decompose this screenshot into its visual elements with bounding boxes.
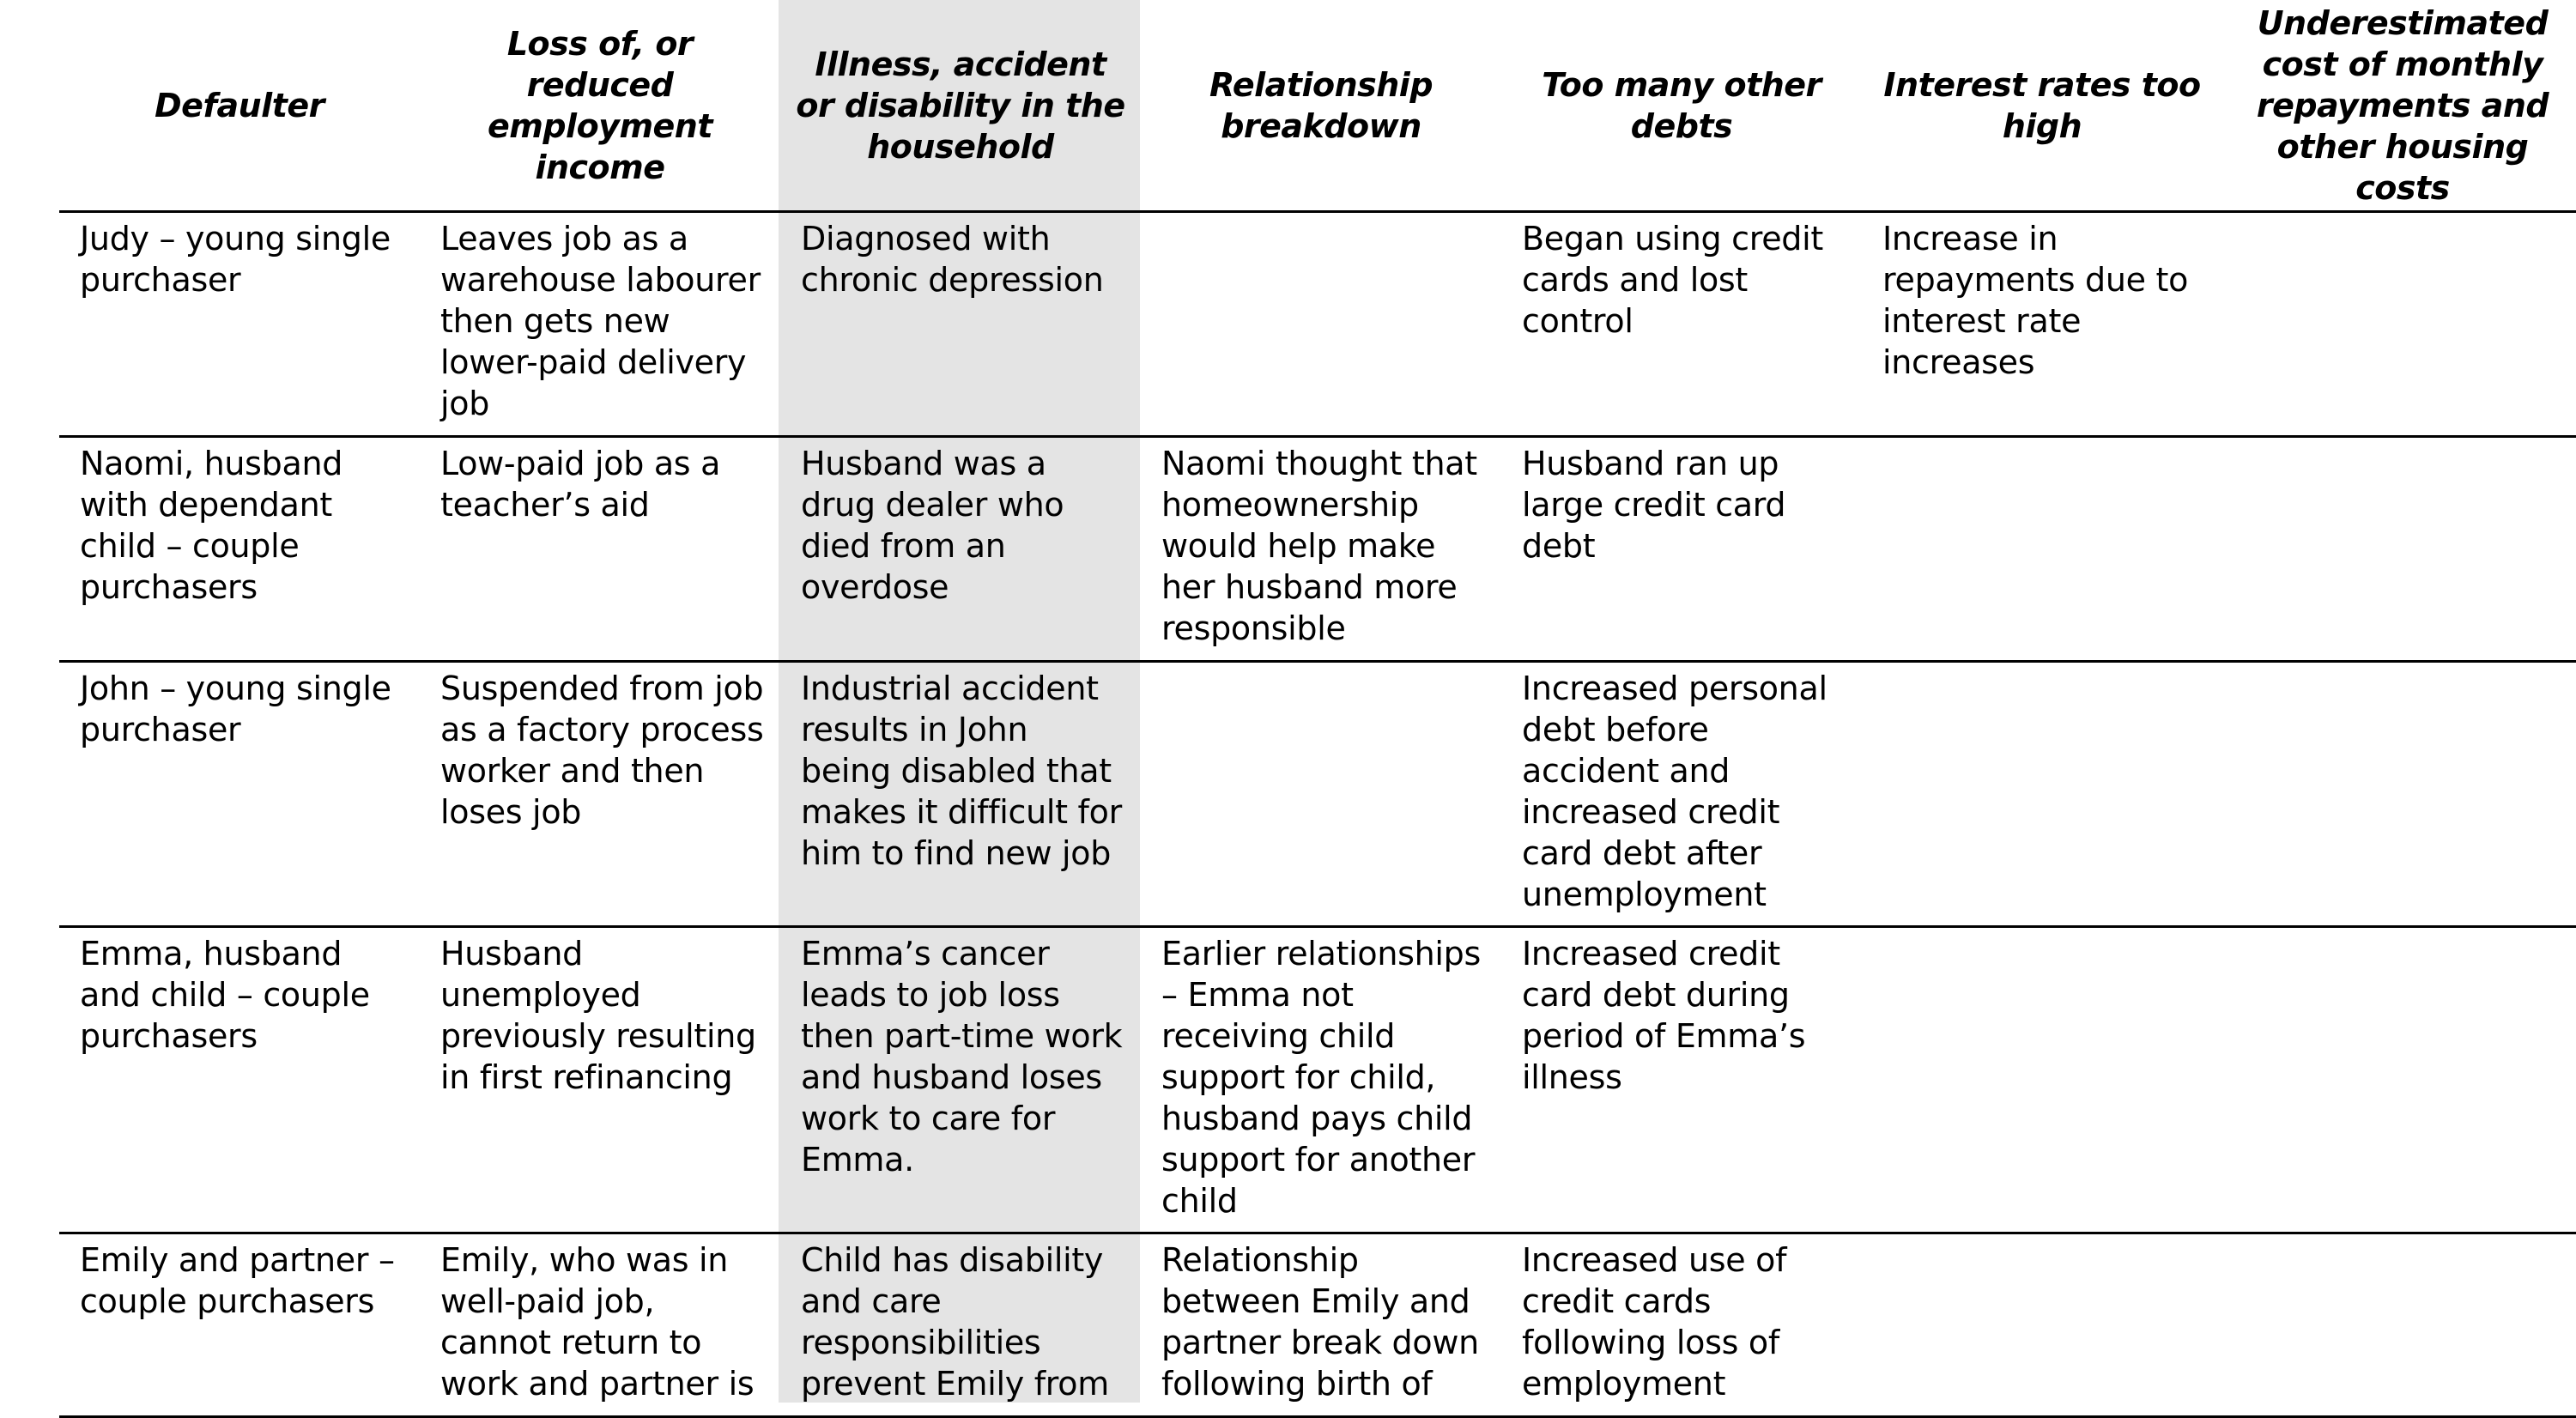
table-header	[59, 0, 2576, 212]
cell-illness: Husband was a drug dealer who died from an overdose	[780, 437, 1141, 662]
cell-underestimated	[2222, 927, 2576, 1233]
table-row	[59, 1233, 2576, 1417]
header-other-debts: Too many other debts	[1501, 0, 1862, 212]
cell-interest	[1862, 662, 2222, 927]
cell-interest	[1862, 1233, 2222, 1417]
header-defaulter: Defaulter	[59, 0, 420, 212]
table-body	[59, 212, 2576, 1417]
cell-illness: Child has disability and care responsibilities prevent Emily from	[780, 1233, 1141, 1417]
cell-debts: Increased personal debt before accident and increased credit card debt after unemployment	[1501, 662, 1862, 927]
cell-debts: Husband ran up large credit card debt	[1501, 437, 1862, 662]
cell-defaulter: Judy – young single purchaser	[59, 212, 420, 437]
cell-underestimated	[2222, 437, 2576, 662]
table-row	[59, 212, 2576, 437]
cell-relationship	[1141, 662, 1501, 927]
header-underestimated-costs: Underestimated cost of monthly repayments and other housing costs	[2222, 0, 2576, 212]
cell-relationship: Relationship between Emily and partner break down following birth of	[1141, 1233, 1501, 1417]
cell-relationship	[1141, 212, 1501, 437]
cell-defaulter: Emily and partner – couple purchasers	[59, 1233, 420, 1417]
cell-employment: Emily, who was in well-paid job, cannot return to work and partner is	[420, 1233, 780, 1417]
header-relationship: Relationship breakdown	[1141, 0, 1501, 212]
cell-interest: Increase in repayments due to interest rate increases	[1862, 212, 2222, 437]
cell-defaulter: Naomi, husband with dependant child – couple purchasers	[59, 437, 420, 662]
cell-relationship: Naomi thought that homeownership would help make her husband more responsible	[1141, 437, 1501, 662]
cell-debts: Increased use of credit cards following loss of employment	[1501, 1233, 1862, 1417]
table-row	[59, 437, 2576, 662]
cell-defaulter: Emma, husband and child – couple purchasers	[59, 927, 420, 1233]
table-row	[59, 662, 2576, 927]
header-illness: Illness, accident or disability in the household	[780, 0, 1141, 212]
cell-employment: Husband unemployed previously resulting in first refinancing	[420, 927, 780, 1233]
cell-interest	[1862, 927, 2222, 1233]
table-row	[59, 927, 2576, 1233]
cell-debts: Began using credit cards and lost control	[1501, 212, 1862, 437]
cell-interest	[1862, 437, 2222, 662]
cell-underestimated	[2222, 1233, 2576, 1417]
cell-underestimated	[2222, 662, 2576, 927]
header-row	[59, 0, 2576, 212]
cell-employment: Low-paid job as a teacher’s aid	[420, 437, 780, 662]
cell-debts: Increased credit card debt during period of Emma’s illness	[1501, 927, 1862, 1233]
defaulter-causes-table	[59, 0, 2576, 1418]
cell-illness: Emma’s cancer leads to job loss then part-time work and husband loses work to care for Emma.	[780, 927, 1141, 1233]
cell-defaulter: John – young single purchaser	[59, 662, 420, 927]
cell-employment: Leaves job as a warehouse labourer then gets new lower-paid delivery job	[420, 212, 780, 437]
cell-employment: Suspended from job as a factory process worker and then loses job	[420, 662, 780, 927]
header-employment-loss: Loss of, or reduced employment income	[420, 0, 780, 212]
header-interest-rates: Interest rates too high	[1862, 0, 2222, 212]
cell-underestimated	[2222, 212, 2576, 437]
cell-illness: Diagnosed with chronic depression	[780, 212, 1141, 437]
cell-illness: Industrial accident results in John being disabled that makes it difficult for him to find new job	[780, 662, 1141, 927]
cell-relationship: Earlier relationships – Emma not receiving child support for child, husband pays child support for another child	[1141, 927, 1501, 1233]
